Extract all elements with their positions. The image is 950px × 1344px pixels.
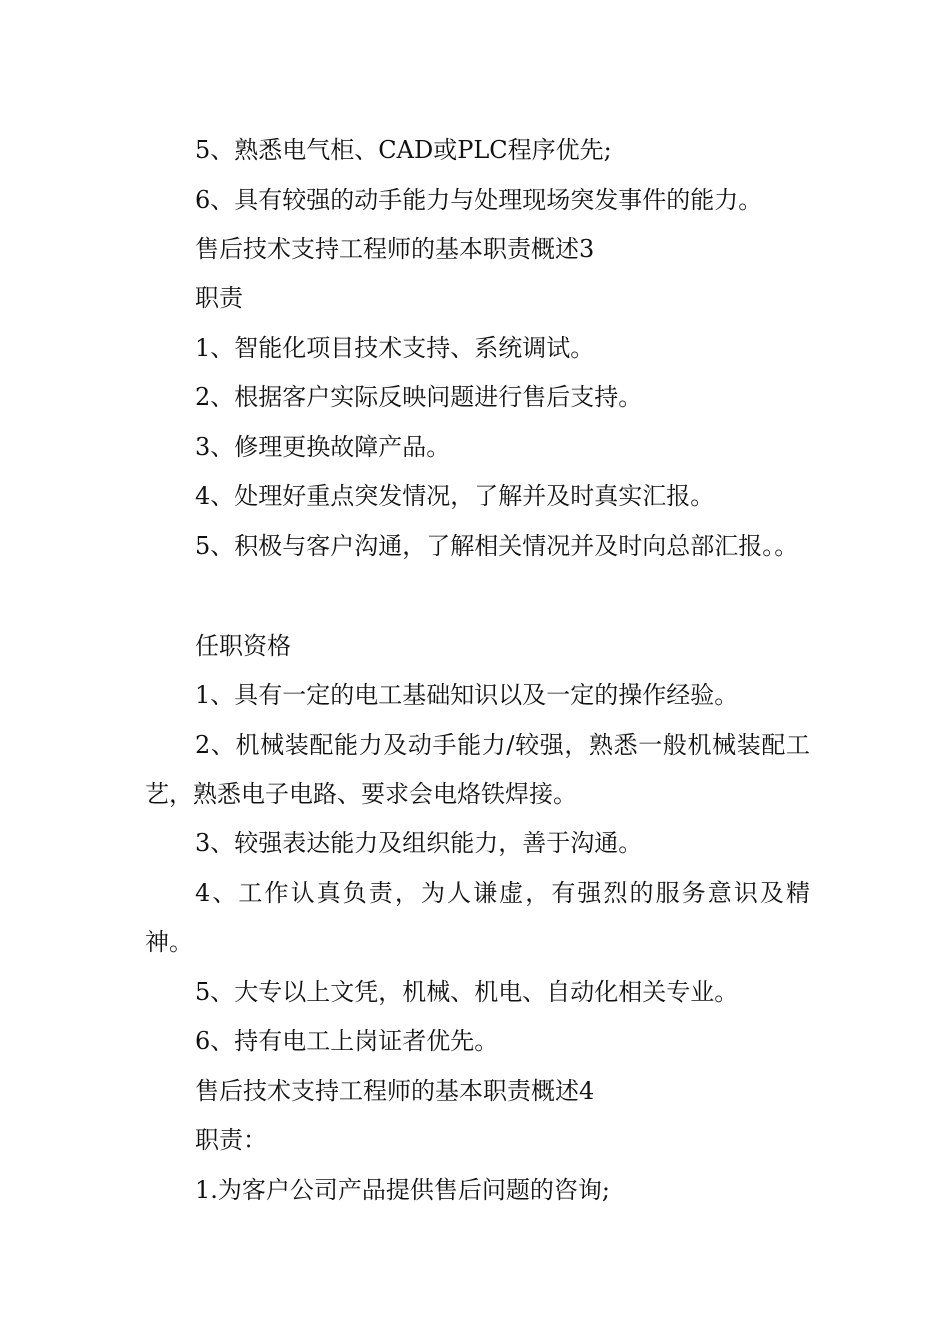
subsection-heading: 职责 bbox=[195, 284, 243, 312]
list-item: 6、持有电工上岗证者优先。 bbox=[195, 1027, 499, 1055]
list-item: 4、处理好重点突发情况，了解并及时真实汇报。 bbox=[195, 482, 715, 510]
list-item: 3、较强表达能力及组织能力，善于沟通。 bbox=[195, 829, 643, 857]
subsection-heading: 任职资格 bbox=[195, 632, 291, 660]
list-item: 2、根据客户实际反映问题进行售后支持。 bbox=[195, 383, 643, 411]
list-item: 6、具有较强的动手能力与处理现场突发事件的能力。 bbox=[195, 186, 763, 214]
list-item: 1、智能化项目技术支持、系统调试。 bbox=[195, 334, 595, 362]
list-item: 4、工作认真负责，为人谦虚，有强烈的服务意识及精神。 bbox=[145, 879, 810, 956]
list-item: 5、积极与客户沟通，了解相关情况并及时向总部汇报。。 bbox=[195, 532, 799, 560]
list-item: 1.为客户公司产品提供售后问题的咨询; bbox=[195, 1176, 610, 1204]
list-item: 2、机械装配能力及动手能力/较强，熟悉一般机械装配工艺，熟悉电子电路、要求会电烙铁焊接。 bbox=[145, 731, 810, 808]
section-heading: 售后技术支持工程师的基本职责概述4 bbox=[195, 1077, 595, 1105]
list-item: 3、修理更换故障产品。 bbox=[195, 433, 451, 461]
subsection-heading: 职责： bbox=[195, 1126, 267, 1154]
list-item: 1、具有一定的电工基础知识以及一定的操作经验。 bbox=[195, 681, 739, 709]
list-item: 5、熟悉电气柜、CAD或PLC程序优先; bbox=[195, 136, 612, 164]
list-item: 5、大专以上文凭，机械、机电、自动化相关专业。 bbox=[195, 978, 739, 1006]
section-heading: 售后技术支持工程师的基本职责概述3 bbox=[195, 235, 595, 263]
